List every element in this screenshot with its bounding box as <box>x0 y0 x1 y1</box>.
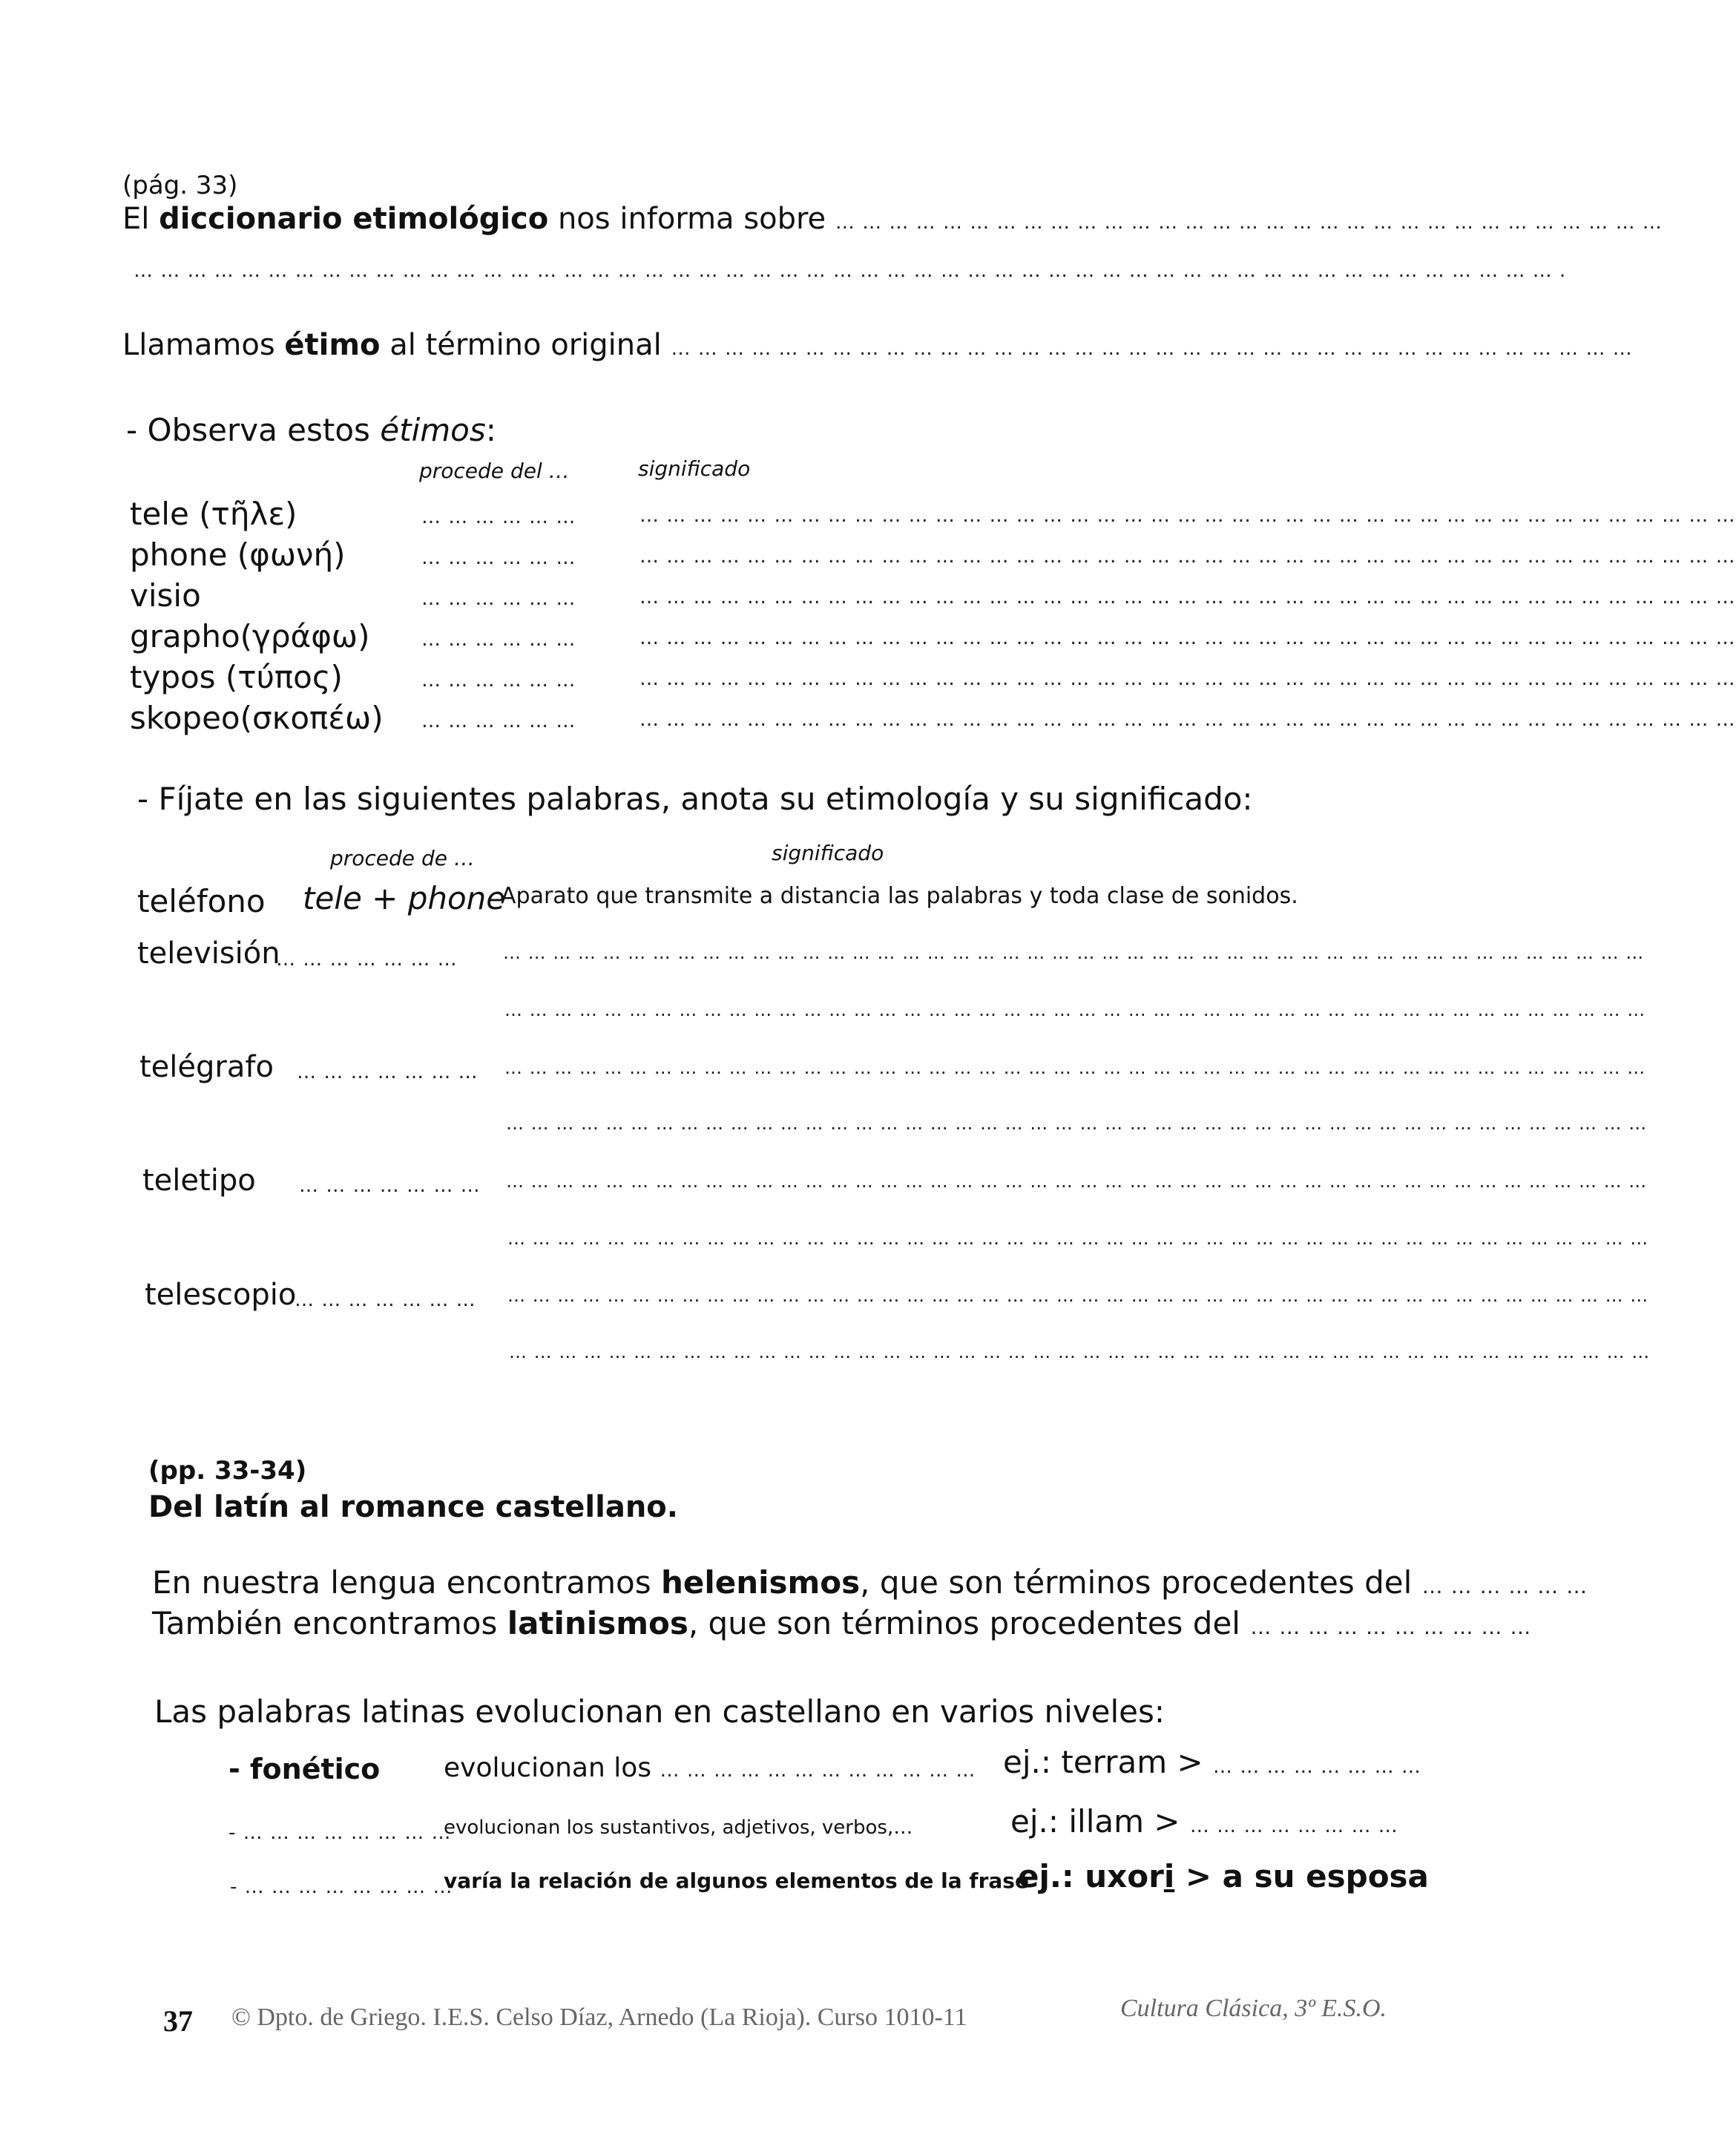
etimo-question: Llamamos étimo al término original … … … … … … … … … … … … … … … … … … … … … … … … … … … … … … … … … … … … <box>122 328 1633 362</box>
procede-dots: … … … … … … … <box>276 948 458 971</box>
etimo-term: étimo <box>284 328 381 362</box>
column-header-procede: procede de … <box>330 846 475 870</box>
significado-dots: … … … … … … … … … … … … … … … … … … … … … … … … … … … … … … … … … … … … … … … … … <box>640 545 1736 568</box>
procede-dots: … … … … … … <box>421 506 576 528</box>
column-header-significado: significado <box>638 456 751 481</box>
dictionary-term: diccionario etimológico <box>159 202 549 236</box>
dictionary-question: El diccionario etimológico nos informa sobre … … … … … … … … … … … … … … … … … … … … … … … … … … … … … … … <box>122 202 1663 236</box>
significado-dots: … … … … … … … … … … … … … … … … … … … … … … … … … … … … … … … … … … … … … … … … … … … … … … <box>507 1285 1649 1306</box>
helenismos-term: helenismos <box>660 1564 861 1601</box>
procede-dots: … … … … … … … <box>295 1289 476 1311</box>
etimo-word: typos (τύπος) <box>130 659 343 695</box>
significado-dots: … … … … … … … … … … … … … … … … … … … … … … … … … … … … … … … … … … … … … … … … … … … … … … <box>504 1057 1646 1078</box>
fijate-word: teletipo <box>142 1164 256 1198</box>
etimo-word: visio <box>130 577 201 614</box>
fijate-word: telescopio <box>145 1278 297 1312</box>
significado-dots: … … … … … … … … … … … … … … … … … … … … … … … … … … … … … … … … … … … … … … … … … <box>640 505 1736 527</box>
etimo-word: phone (φωνή) <box>130 537 346 573</box>
significado-dots: … … … … … … … … … … … … … … … … … … … … … … … … … … … … … … … … … … … … … … … … … <box>640 586 1736 608</box>
significado-dots: … … … … … … … … … … … … … … … … … … … … … … … … … … … … … … … … … … … … … … … … … <box>640 627 1736 649</box>
procede-dots: … … … … … … … <box>299 1175 481 1197</box>
significado-dots: … … … … … … … … … … … … … … … … … … … … … … … … … … … … … … … … … … … … … … … … … … … … … … <box>509 1342 1651 1362</box>
niveles-heading: Las palabras latinas evolucionan en castellano en varios niveles: <box>154 1693 1165 1730</box>
example-word: teléfono <box>137 883 266 919</box>
significado-dots: … … … … … … … … … … … … … … … … … … … … … … … … … … … … … … … … … … … … … … … … … … … … … … <box>504 1000 1646 1020</box>
answer-dots: … … … … … … <box>1421 1574 1588 1598</box>
observa-heading: - Observa estos étimos: <box>126 412 496 448</box>
fijate-word: telégrafo <box>139 1050 274 1084</box>
answer-dots: … … … … … … … … … … … … … … … … … … … … … … … … … … … … … … … … … … … … <box>671 338 1633 360</box>
level-example: ej.: uxori > a su esposa <box>1018 1858 1429 1894</box>
latinismos-line: También encontramos latinismos, que son términos procedentes del … … … … … … … … … … <box>152 1605 1532 1641</box>
page-number: 37 <box>163 2004 193 2038</box>
etimo-word: skopeo(σκοπέω) <box>130 700 384 736</box>
level-description: varía la relación de algunos elementos de la frase <box>444 1869 1029 1893</box>
procede-dots: … … … … … … <box>421 710 576 732</box>
significado-dots: … … … … … … … … … … … … … … … … … … … … … … … … … … … … … … … … … … … … … … … … … … … … … … <box>506 1171 1648 1192</box>
level-example: ej.: terram > … … … … … … … … <box>1003 1744 1421 1780</box>
etimo-word: tele (τῆλε) <box>130 496 297 532</box>
procede-dots: … … … … … … <box>421 669 576 692</box>
footer-course: Cultura Clásica, 3º E.S.O. <box>1120 1995 1387 2022</box>
level-example: ej.: illam > … … … … … … … … <box>1010 1803 1398 1840</box>
helenismos-line: En nuestra lengua encontramos helenismos, que son términos procedentes del … … … … … … <box>152 1564 1588 1601</box>
fijate-word: televisión <box>137 936 280 971</box>
footer-credit: © Dpto. de Griego. I.E.S. Celso Díaz, Arnedo (La Rioja). Curso 1010-11 <box>231 2004 967 2031</box>
fijate-heading: - Fíjate en las siguientes palabras, anota su etimología y su significado: <box>137 781 1253 817</box>
latinismos-term: latinismos <box>507 1605 688 1641</box>
answer-dots-line: … … … … … … … … … … … … … … … … … … … … … … … … … … … … … … … … … … … … … … … … … … … … … … … … … … … … … . <box>134 260 1567 282</box>
significado-dots: … … … … … … … … … … … … … … … … … … … … … … … … … … … … … … … … … … … … … … … … … … … … … … <box>503 942 1645 963</box>
significado-dots: … … … … … … … … … … … … … … … … … … … … … … … … … … … … … … … … … … … … … … … … … <box>640 668 1736 690</box>
procede-dots: … … … … … … <box>421 629 576 651</box>
page-reference: (pág. 33) <box>122 171 238 200</box>
level-label: - fonético <box>228 1753 381 1785</box>
example-meaning: Aparato que transmite a distancia las palabras y toda clase de sonidos. <box>501 883 1298 909</box>
column-header-procede: procede del … <box>419 459 570 483</box>
answer-dots: … … … … … … … … … … … … … … … … … … … … … … … … … … … … … … … <box>835 211 1663 234</box>
level-description: evolucionan los … … … … … … … … … … … … <box>444 1753 976 1783</box>
significado-dots: … … … … … … … … … … … … … … … … … … … … … … … … … … … … … … … … … … … … … … … … … <box>640 709 1736 731</box>
answer-dots: … … … … … … … … … … <box>1250 1615 1532 1639</box>
level-label: - … … … … … … … … <box>230 1876 453 1898</box>
etimo-word: grapho(γράφω) <box>130 618 370 654</box>
procede-dots: … … … … … … <box>421 547 576 569</box>
example-origin: tele + phone <box>303 880 506 916</box>
level-label: - … … … … … … … … <box>228 1822 452 1844</box>
column-header-significado: significado <box>772 841 884 865</box>
procede-dots: … … … … … … <box>421 588 576 610</box>
section-title: Del latín al romance castellano. <box>148 1490 678 1524</box>
level-description: evolucionan los sustantivos, adjetivos, verbos,… <box>444 1817 913 1839</box>
significado-dots: … … … … … … … … … … … … … … … … … … … … … … … … … … … … … … … … … … … … … … … … … … … … … … <box>506 1113 1648 1134</box>
procede-dots: … … … … … … … <box>297 1061 479 1083</box>
section-page-reference: (pp. 33-34) <box>148 1456 307 1486</box>
significado-dots: … … … … … … … … … … … … … … … … … … … … … … … … … … … … … … … … … … … … … … … … … … … … … … <box>507 1228 1649 1249</box>
